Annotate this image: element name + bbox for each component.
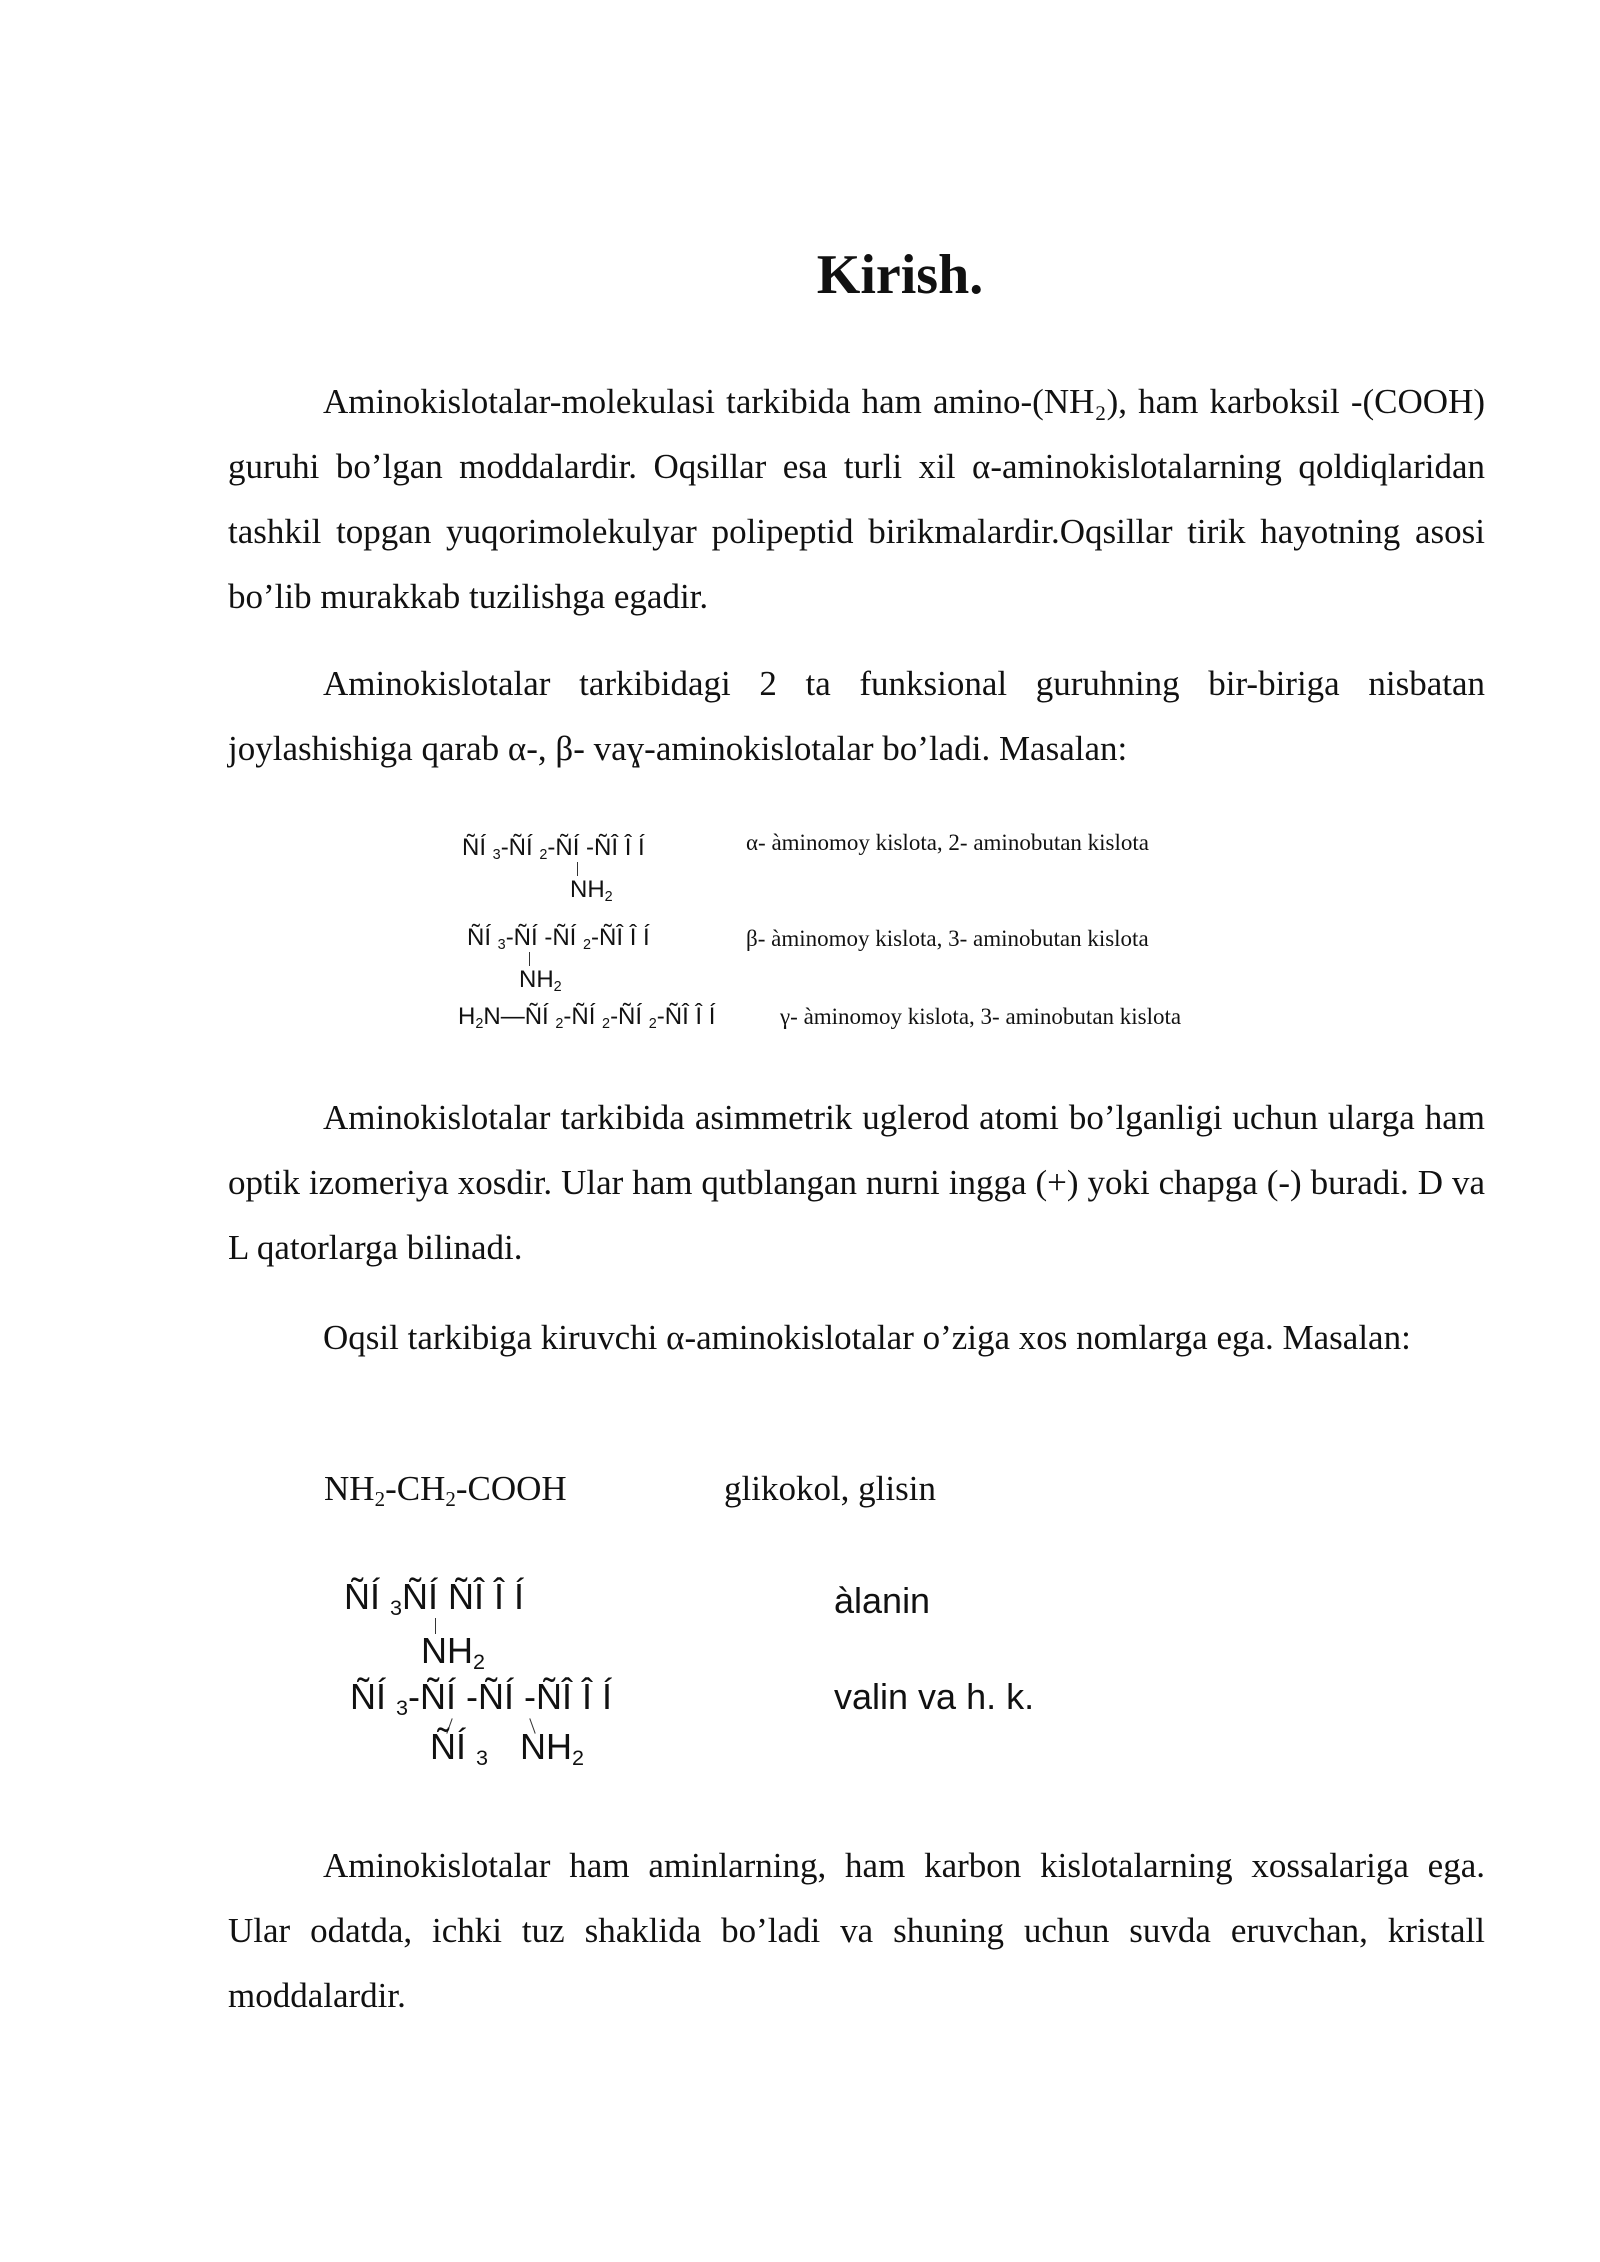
formula-beta-description: β- àminomoy kislota, 3- aminobutan kislota — [746, 926, 1149, 951]
substituent-nh2: $NH_2$ — [570, 876, 613, 906]
paragraph-properties: Aminokislotalar ham aminlarning, ham karbon kislotalarning xossalariga ega. Ular odatda, ichki tuz shaklida bo’ladi va shuning uchun suvda eruvchan, kristall moddalardir. — [228, 1846, 1485, 2015]
formula-beta: ÑÍ $_3$-ÑÍ -ÑÍ $_2$-ÑÎ Î Í — [467, 924, 650, 954]
formula-alpha-description: α- àminomoy kislota, 2- aminobutan kislota — [746, 830, 1149, 855]
bond-line — [577, 862, 578, 876]
formula-alpha: ÑÍ $_3$-ÑÍ $_2$-ÑÍ -ÑÎ Î Í — [462, 834, 645, 864]
substituent-nh2: $NH_2$ — [421, 1630, 486, 1675]
paragraph-intro: Aminokislotalar-molekulasi tarkibida ham amino-(NH₂), ham karboksil -(COOH) guruhi bo’lgan moddalardir. Oqsillar esa turli xil α-aminokislotalarning qoldiqlaridan tashkil topgan yuqorimolekulyar polipeptid birikmalardir.Oqsillar tirik hayotning asosi bo’lib murakkab tuzilishga egadir. — [228, 382, 1485, 616]
alanine-formula: ÑÍ $_3$ÑÍ ÑÎ Î Í — [344, 1576, 525, 1621]
glycine-name: glikokol, glisin — [724, 1469, 936, 1508]
glycine-formula: $NH_2-CH_2$-COOH — [324, 1469, 567, 1512]
valine-formula: ÑÍ $_3$-ÑÍ -ÑÍ -ÑÎ Î Í — [350, 1676, 613, 1721]
paragraph-names: Oqsil tarkibiga kiruvchi α-aminokislotalar o’ziga xos nomlarga ega. Masalan: — [323, 1318, 1411, 1357]
paragraph-classification: Aminokislotalar tarkibidagi 2 ta funksional guruhning bir-biriga nisbatan joylashishiga qarab α-, β- vaɣ-aminokislotalar bo’ladi. Masalan: — [228, 664, 1485, 768]
substituent-ch3: ÑÍ $_3$ — [430, 1726, 489, 1771]
paragraph-isomerism: Aminokislotalar tarkibida asimmetrik uglerod atomi bo’lganligi uchun ularga ham optik izomeriya xosdir. Ular ham qutblangan nurni ingga (+) yoki chapga (-) buradi. D va L qatorlarga bilinadi. — [228, 1098, 1485, 1267]
bond-line — [529, 952, 530, 966]
substituent-nh2: $NH_2$ — [520, 1726, 585, 1771]
formula-gamma: $H_2N—ÑÍ$ $_2$-ÑÍ $_2$-ÑÍ $_2$-ÑÎ Î Í — [458, 1003, 716, 1033]
valine-name: valin va h. k. — [834, 1676, 1035, 1717]
formula-gamma-description: γ- àminomoy kislota, 3- aminobutan kislota — [780, 1004, 1182, 1029]
alanine-name: àlanin — [834, 1580, 931, 1621]
substituent-nh2: $NH_2$ — [519, 966, 562, 996]
page-title: Kirish. — [816, 244, 984, 306]
